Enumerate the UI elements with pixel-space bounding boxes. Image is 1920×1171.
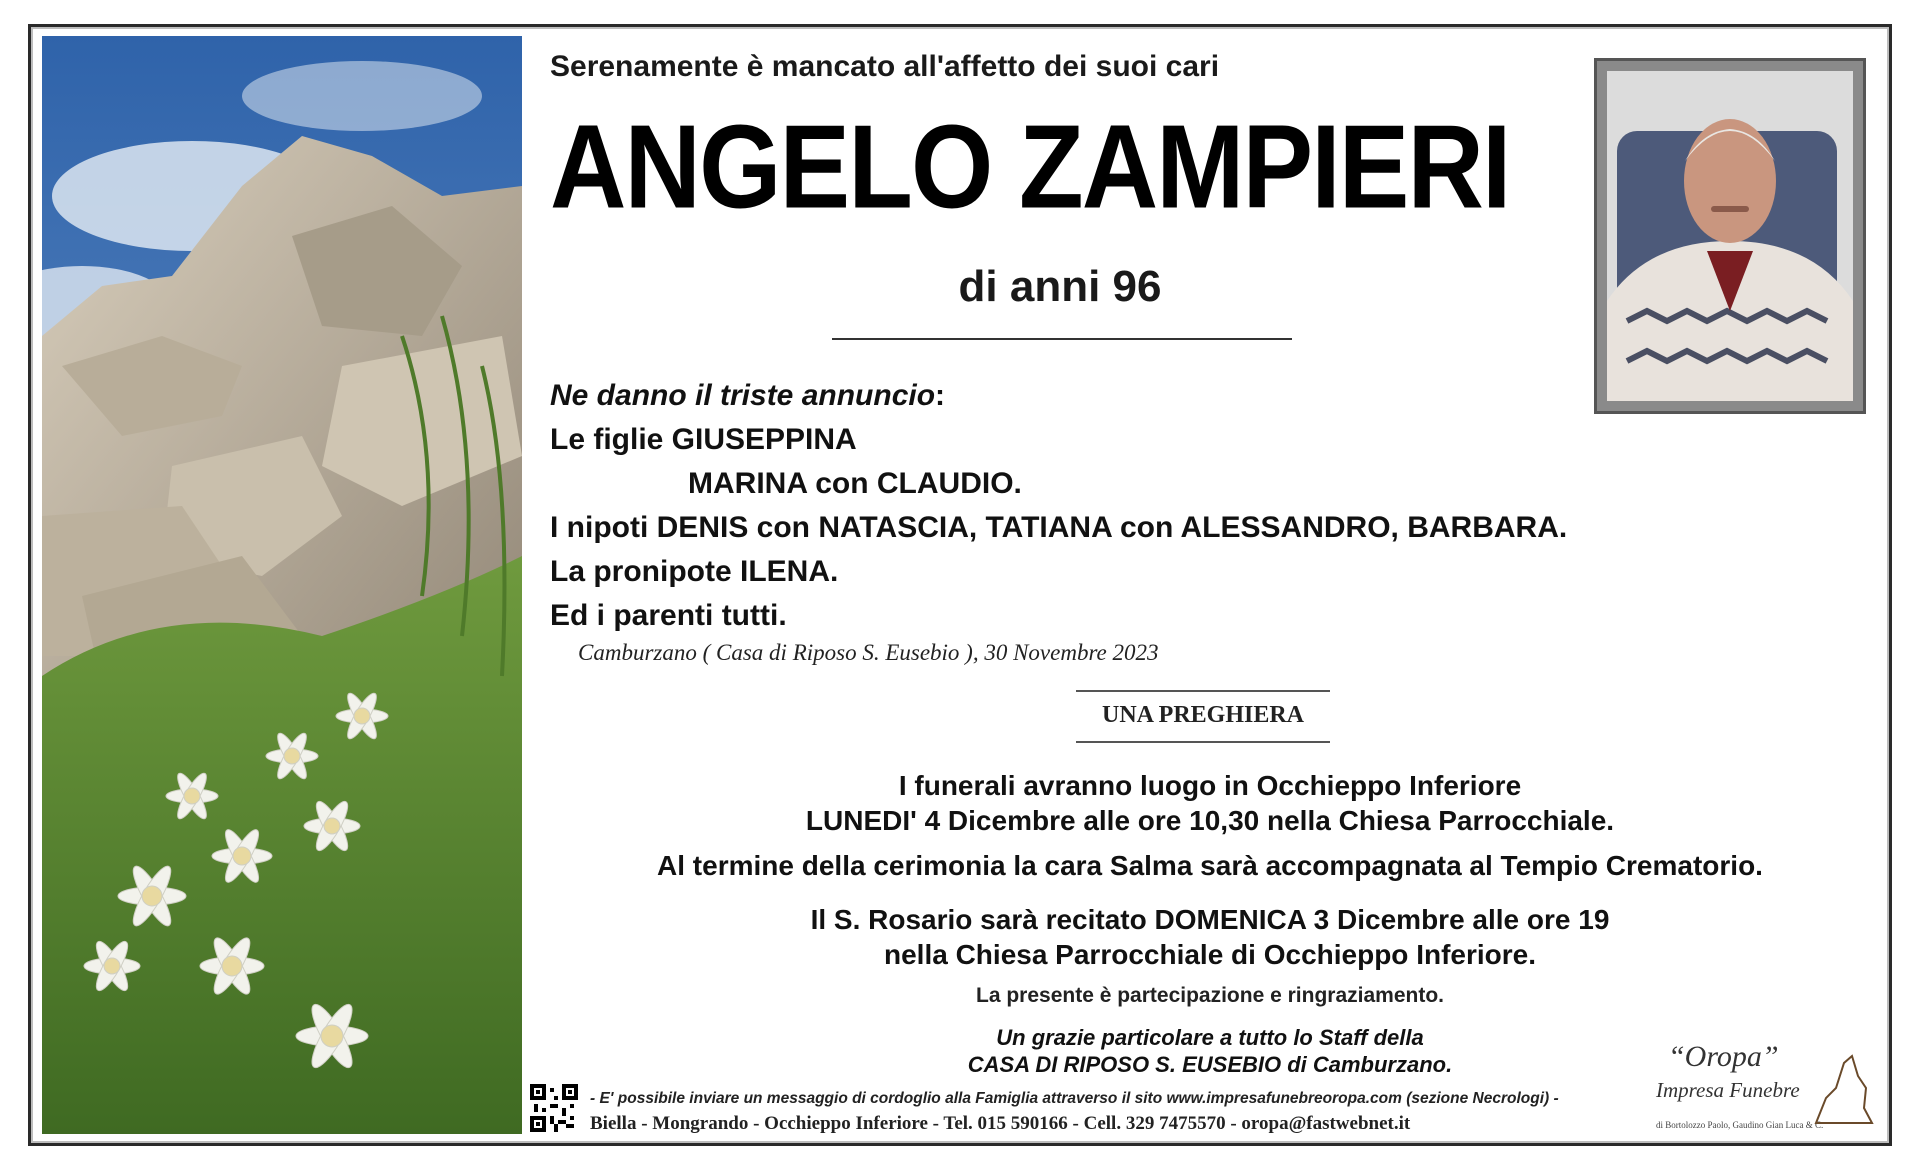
rosary-line: Il S. Rosario sarà recitato DOMENICA 3 Dicembre alle ore 19 — [810, 904, 1610, 935]
deceased-name: ANGELO ZAMPIERI — [550, 100, 1510, 234]
logo-subtitle: Impresa Funebre — [1656, 1078, 1800, 1102]
logo-name: “Oropa” — [1668, 1040, 1779, 1073]
portrait-photo — [1594, 58, 1866, 414]
qr-code-icon[interactable] — [530, 1084, 578, 1132]
intro-text: Serenamente è mancato all'affetto dei suoi cari — [550, 50, 1220, 83]
funeral-line: LUNEDI' 4 Dicembre alle ore 10,30 nella Chiesa Parrocchiale. — [805, 805, 1615, 836]
announcement-line: La pronipote ILENA. — [550, 555, 839, 588]
announcement-line: Le figlie GIUSEPPINA — [550, 423, 857, 456]
announcement-heading-colon: : — [935, 379, 946, 412]
place-date: Camburzano ( Casa di Riposo S. Eusebio ), 30 Novembre 2023 — [578, 640, 1159, 665]
contact-line: Biella - Mongrando - Occhieppo Inferiore - Tel. 015 590166 - Cell. 329 7475570 - oropa@fastwebnet.it — [590, 1113, 1411, 1134]
rosary-info — [560, 902, 1860, 972]
announcement-block — [550, 374, 1567, 638]
condolence-note: - E' possibile inviare un messaggio di cordoglio alla Famiglia attraverso il sito www.impresafunebreoropa.com (sezione Necrologi) - — [590, 1090, 1559, 1107]
mountain-edelweiss-image — [42, 36, 522, 1134]
announcement-line: Ed i parenti tutti. — [550, 599, 787, 632]
rosary-line: nella Chiesa Parrocchiale di Occhieppo Inferiore. — [884, 939, 1536, 970]
announcement-line: MARINA con CLAUDIO. — [688, 467, 1022, 500]
funeral-line: I funerali avranno luogo in Occhieppo Inferiore — [898, 770, 1522, 801]
funeral-home-logo — [1640, 1040, 1880, 1140]
prayer-label: UNA PREGHIERA — [1076, 690, 1330, 743]
announcement-heading: Ne danno il triste annuncio — [550, 379, 936, 412]
divider — [832, 338, 1292, 340]
mountain-outline-icon — [1806, 1048, 1876, 1128]
logo-owners: di Bortolozzo Paolo, Gaudino Gian Luca & C. — [1656, 1120, 1824, 1130]
funeral-info — [560, 768, 1860, 838]
thanks-line: Un grazie particolare a tutto lo Staff della — [996, 1025, 1424, 1050]
thanks-line: CASA DI RIPOSO S. EUSEBIO di Camburzano. — [967, 1052, 1453, 1077]
age-text: di anni 96 — [958, 262, 1162, 311]
cremation-info: Al termine della cerimonia la cara Salma sarà accompagnata al Tempio Crematorio. — [657, 850, 1763, 881]
announcement-line: I nipoti DENIS con NATASCIA, TATIANA con ALESSANDRO, BARBARA. — [550, 511, 1568, 544]
participation-note: La presente è partecipazione e ringraziamento. — [976, 984, 1444, 1007]
